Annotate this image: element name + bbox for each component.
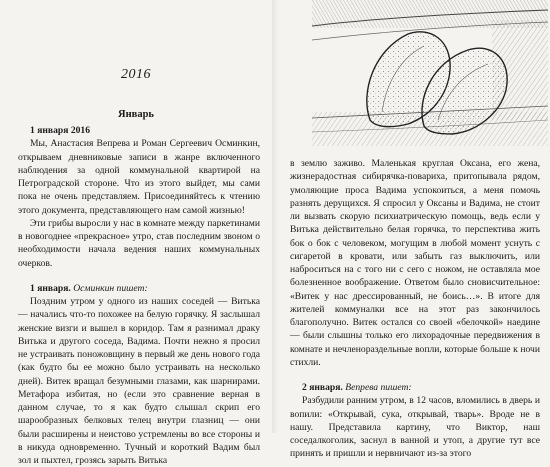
entry-paragraph: Разбудили ранним утром, в 12 часов, вломились в дверь и вопили: «Открывай, сука, открывай, тварь». Вроде не в нашу. Представила картину, что Виктор, наш соседалкоголик, заснул в ванной и утоп, а другие тут все принять и пришли и нервничают из-за этого: [290, 395, 540, 460]
entry-paragraph: Эти грибы выросли у нас в комнате между паркетинами в новогоднее «прекрасное» утро, став последним звоном о необходимости начала ведения наших коммунальных очерков.: [18, 217, 260, 269]
year-heading: 2016: [121, 67, 151, 82]
mushroom-illustration: [312, 0, 548, 146]
entry-heading-jan1-2016: 1 января 2016: [30, 125, 91, 136]
entry-paragraph: Мы, Анастасия Вепрева и Роман Сергеевич Осминкин, открываем дневниковые записи в жанре включенного наблюдения за одной коммунальной квартирой на Петроградской стороне. Что из этого выйдет, мы сами пока не очень представляем. Присоединяйтесь к чтению этого документа, представляющего нам самой жизнью!: [18, 138, 260, 216]
right-page: [278, 0, 550, 460]
entry-author: Осминкин пишет:: [73, 282, 148, 294]
entry-heading-jan2: [290, 381, 540, 394]
entry-paragraph: Поздним утром у одного из наших соседей — Витька — начались что-то похожее на белую горячку. Я заслышал женские визги и вышел в коридор. Там я разнимал драку Витька и другого соседа, Вадима. Почти нежно я просил не устраивать поножовщину в первый же день нового года (как будто бы ее можно было устраивать на несколько дней). Витек вращал безумными глазами, как шарнирами. Метафора избитая, но (если это сравнение верная в данном случае, то я как будто слышал скрип его шарообразных белковых телец внутри глазниц — они были расширены и неистово устремлены во все стороны и в никуда одновременно. Тучный и короткий Вадим был зол и пыхтел, грозясь зарыть Витька: [18, 296, 260, 466]
left-page: [0, 0, 272, 466]
entry-author: Вепрева пишет:: [345, 382, 412, 393]
month-heading: Январь: [118, 109, 154, 120]
left-page-text: [18, 124, 260, 467]
entry-date: 2 января.: [302, 382, 343, 393]
entry-heading-jan1: [18, 282, 260, 295]
entry-date: 1 января.: [30, 282, 71, 294]
right-page-text: [290, 157, 540, 461]
entry-paragraph: в землю заживо. Маленькая круглая Оксана, его жена, жизнерадостная сибирячка-повариха, притопывала рядом, умоляющие проса Вадима успокоиться, а меня помочь разнять дерущихся. Я спросил у Оксаны и Вадима, не стоит ли вызвать скорую психиатрическую помощь, ведь если у Витька действительно белая горячка, то перспектива жить бок о бок с человеком, могущим в любой момент уснуть с сигаретой в кровати, или забыть газ выключить, или наброситься на с того ни с сего с ножом, не оставляла мое болезненное воображение. Ответом было сновисчительное: «Витек у нас дрессированный, не боись…». В итоге для жителей коммуналки все на этот раз закончилось благополучно. Витек остался со своей «белочкой» наедине — были слышны только его лихорадочные передвижения в комнате и нечленораздельные вопли, которые больше к ночи стихли.: [290, 158, 540, 368]
